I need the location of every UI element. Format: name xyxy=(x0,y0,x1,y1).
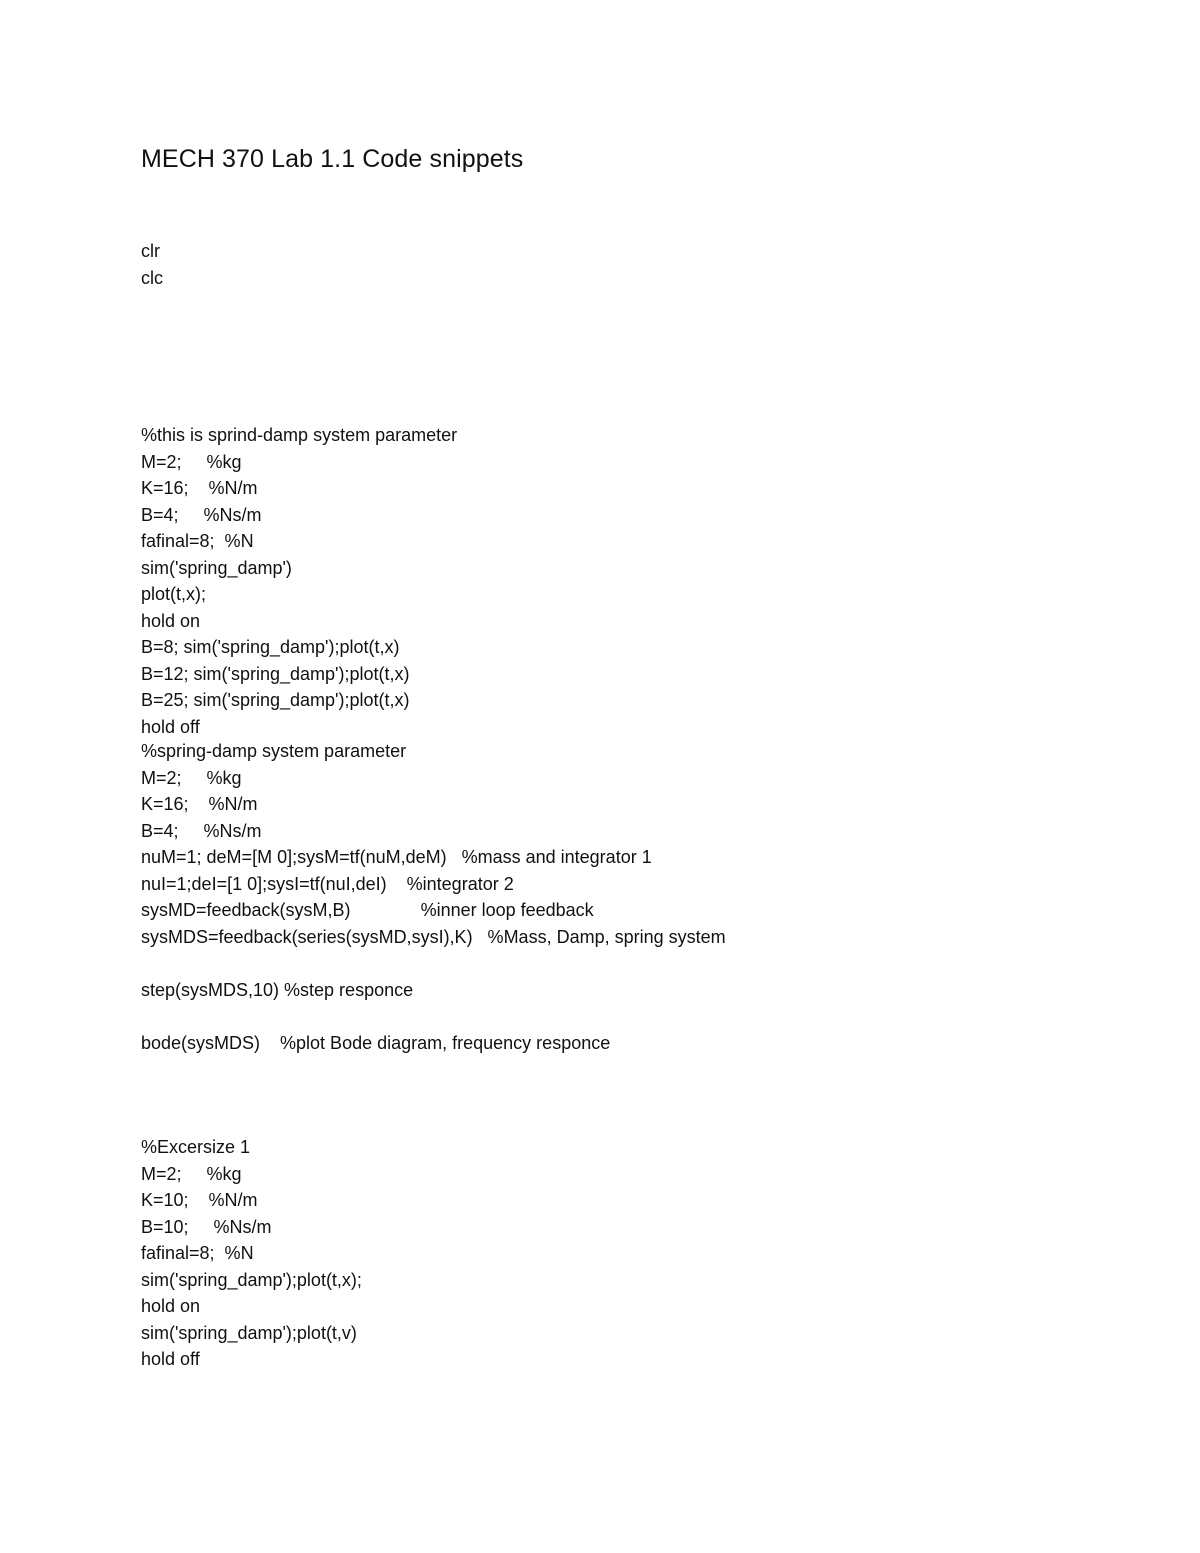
code-line: K=16; %N/m xyxy=(141,794,258,814)
code-line: sim('spring_damp');plot(t,v) xyxy=(141,1322,357,1343)
code-line: sysMDS=feedback(series(sysMD,sysI),K) %Mass, Damp, spring system xyxy=(141,926,726,947)
code-line: M=2; %kg xyxy=(141,767,242,788)
code-line: M=2; %kg xyxy=(141,451,242,472)
code-line: sim('spring_damp') xyxy=(141,557,292,578)
code-line: hold off xyxy=(141,716,200,737)
code-line: nuI=1;deI=[1 0];sysI=tf(nuI,deI) %integrator 2 xyxy=(141,873,514,894)
code-line: clr xyxy=(141,241,160,261)
document-title: MECH 370 Lab 1.1 Code snippets xyxy=(141,145,524,173)
code-line: sim('spring_damp');plot(t,x); xyxy=(141,1269,362,1290)
code-line: B=4; %Ns/m xyxy=(141,504,262,525)
blank-line xyxy=(141,950,726,977)
code-line: bode(sysMDS) %plot Bode diagram, frequency responce xyxy=(141,1032,611,1053)
code-block-clear xyxy=(141,238,163,291)
code-comment: %spring-damp system parameter xyxy=(141,741,407,761)
code-line: M=2; %kg xyxy=(141,1163,242,1184)
code-line: B=12; sim('spring_damp');plot(t,x) xyxy=(141,663,410,684)
code-line: K=16; %N/m xyxy=(141,478,258,498)
code-line: hold on xyxy=(141,1296,201,1316)
code-line: hold off xyxy=(141,1349,200,1369)
code-line: clc xyxy=(141,267,163,288)
code-block-transfer-function xyxy=(141,738,726,1056)
code-line: B=25; sim('spring_damp');plot(t,x) xyxy=(141,690,410,710)
code-line: hold on xyxy=(141,610,201,631)
blank-line xyxy=(141,1003,726,1030)
code-line: nuM=1; deM=[M 0];sysM=tf(nuM,deM) %mass and integrator 1 xyxy=(141,847,652,867)
code-line: fafinal=8; %N xyxy=(141,1243,254,1263)
code-comment: %Excersize 1 xyxy=(141,1137,251,1157)
code-line: sysMD=feedback(sysM,B) %inner loop feedback xyxy=(141,900,594,920)
code-line: fafinal=8; %N xyxy=(141,531,254,551)
code-comment: %this is sprind-damp system parameter xyxy=(141,425,458,445)
code-block-simulation xyxy=(141,422,457,740)
code-line: B=10; %Ns/m xyxy=(141,1216,272,1237)
code-line: plot(t,x); xyxy=(141,584,207,604)
code-line: step(sysMDS,10) %step responce xyxy=(141,979,414,1000)
code-line: B=8; sim('spring_damp');plot(t,x) xyxy=(141,637,400,657)
code-line: B=4; %Ns/m xyxy=(141,820,262,841)
code-block-exercise xyxy=(141,1134,362,1373)
code-line: K=10; %N/m xyxy=(141,1190,258,1210)
